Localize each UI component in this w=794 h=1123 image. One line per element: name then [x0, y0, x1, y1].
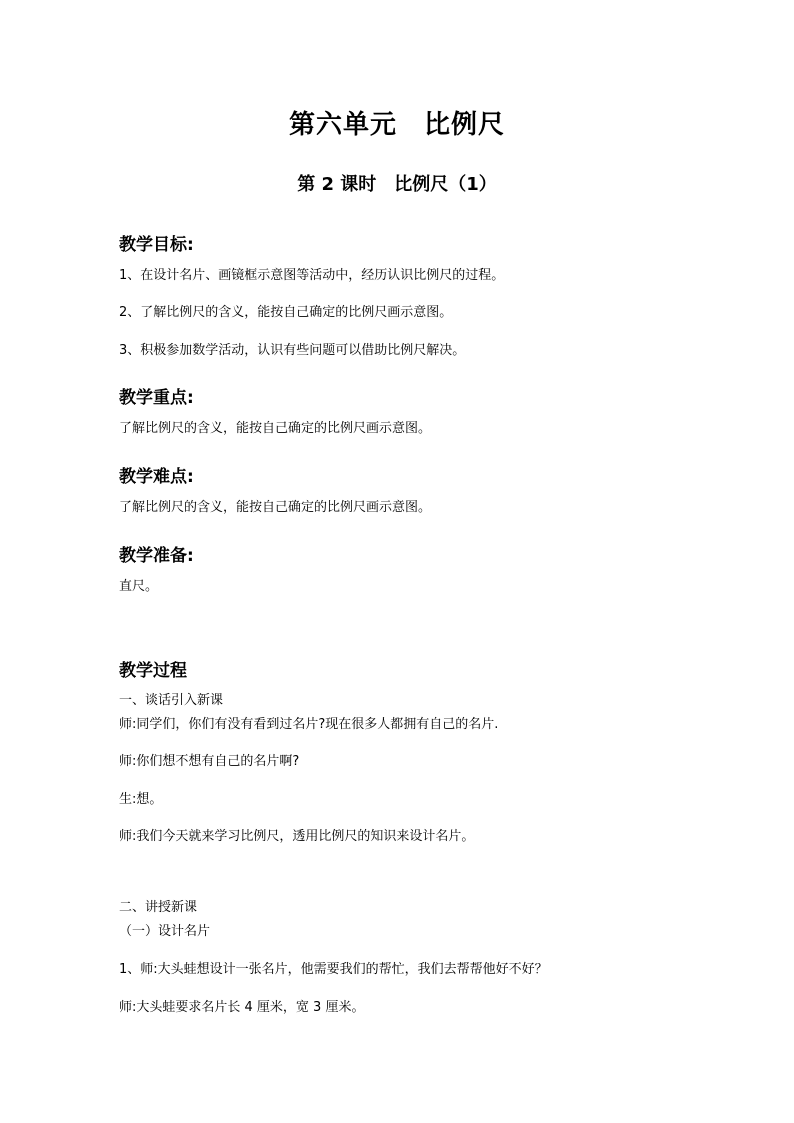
dialogue-line-6: 师:大头蛙要求名片长 4 厘米，宽 3 厘米。: [119, 1000, 365, 1015]
page-title: 第六单元 比例尺: [288, 110, 505, 140]
dialogue-line-5: 1、师:大头蛙想设计一张名片，他需要我们的帮忙，我们去帮帮他好不好？: [119, 962, 548, 977]
process-part2-title: 二、讲授新课: [119, 900, 198, 915]
dialogue-line-4: 师:我们今天就来学习比例尺，透用比例尺的知识来设计名片。: [119, 829, 475, 844]
objective-item-3: 3、积极参加数学活动，认识有些问题可以借助比例尺解决。: [119, 343, 466, 358]
dialogue-line-3: 生:想。: [119, 792, 163, 807]
dialogue-line-1: 师:同学们，你们有没有看到过名片?现在很多人都拥有自己的名片.: [119, 717, 499, 732]
difficulties-heading: 教学难点:: [119, 467, 194, 487]
objective-item-1: 1、在设计名片、画镜框示意图等活动中，经历认识比例尺的过程。: [119, 268, 505, 283]
objective-item-2: 2、了解比例尺的含义，能按自己确定的比例尺画示意图。: [119, 305, 453, 320]
process-part1-title: 一、谈话引入新课: [119, 693, 224, 708]
difficulties-text: 了解比例尺的含义，能按自己确定的比例尺画示意图。: [119, 500, 432, 515]
lesson-subtitle: 第 2 课时 比例尺（1）: [297, 174, 497, 195]
process-heading: 教学过程: [119, 661, 187, 681]
key-points-heading: 教学重点:: [119, 388, 194, 408]
dialogue-line-2: 师:你们想不想有自己的名片啊?: [119, 754, 300, 769]
preparation-text: 直尺。: [119, 579, 159, 594]
process-part2-sub1: （一）设计名片: [119, 924, 211, 939]
key-points-text: 了解比例尺的含义，能按自己确定的比例尺画示意图。: [119, 421, 432, 436]
preparation-heading: 教学准备:: [119, 546, 194, 566]
objectives-heading: 教学目标:: [119, 235, 194, 255]
